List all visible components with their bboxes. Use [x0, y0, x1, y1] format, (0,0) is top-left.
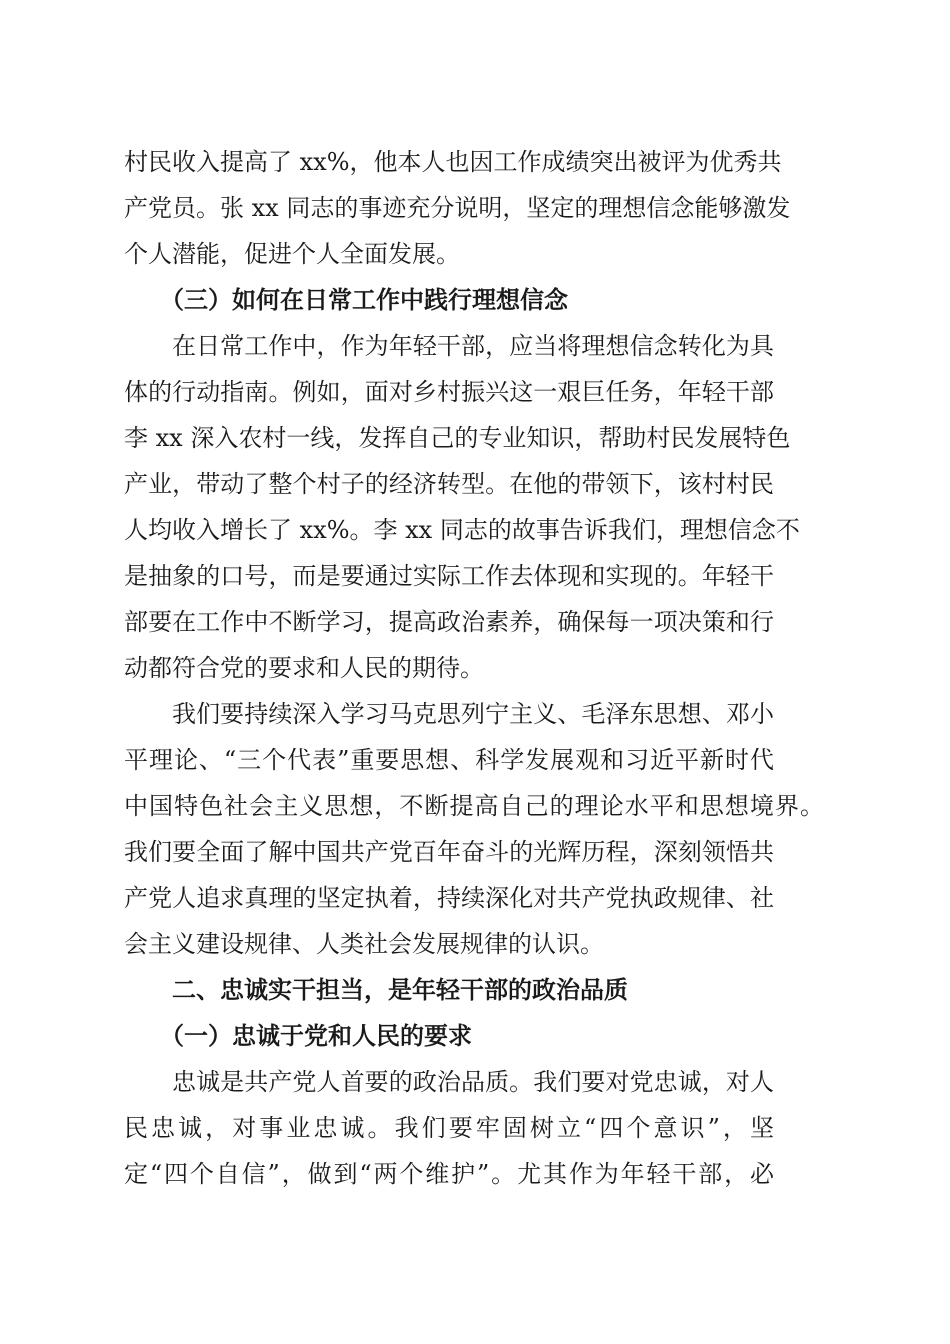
body-line: 我们要全面了解中国共产党百年奋斗的光辉历程，深刻领悟共 — [124, 838, 774, 866]
section-subheading: （一）忠诚于党和人民的要求 — [160, 1021, 472, 1050]
body-line: 民忠诚，对事业忠诚。我们要牢固树立“四个意识”，坚 — [124, 1114, 774, 1142]
body-line: 体的行动指南。例如，面对乡村振兴这一艰巨任务，年轻干部 — [124, 378, 774, 406]
body-line: 平理论、“三个代表”重要思想、科学发展观和习近平新时代 — [124, 746, 774, 774]
body-line: 是抽象的口号，而是要通过实际工作去体现和实现的。年轻干 — [124, 562, 774, 590]
body-line: 动都符合党的要求和人民的期待。 — [124, 654, 484, 682]
body-line: 产党人追求真理的坚定执着，持续深化对共产党执政规律、社 — [124, 884, 774, 912]
body-line: 我们要持续深入学习马克思列宁主义、毛泽东思想、邓小 — [172, 700, 774, 728]
section-heading: 二、忠诚实干担当，是年轻干部的政治品质 — [172, 976, 628, 1004]
body-line: 产业，带动了整个村子的经济转型。在他的带领下，该村村民 — [124, 470, 774, 498]
body-line: 在日常工作中，作为年轻干部，应当将理想信念转化为具 — [172, 332, 774, 360]
body-line: 产党员。张 xx 同志的事迹充分说明，坚定的理想信念能够激发 — [124, 194, 791, 222]
body-line: 会主义建设规律、人类社会发展规律的认识。 — [124, 930, 604, 958]
body-line: 人均收入增长了 xx%。李 xx 同志的故事告诉我们，理想信念不 — [124, 516, 800, 544]
section-subheading: （三）如何在日常工作中践行理想信念 — [160, 285, 568, 314]
body-line: 中国特色社会主义思想，不断提高自己的理论水平和思想境界。 — [124, 792, 824, 820]
body-line: 定“四个自信”，做到“两个维护”。尤其作为年轻干部，必 — [124, 1160, 774, 1188]
body-line: 部要在工作中不断学习，提高政治素养，确保每一项决策和行 — [124, 608, 774, 636]
body-line: 村民收入提高了 xx%，他本人也因工作成绩突出被评为优秀共 — [124, 148, 782, 176]
body-line: 忠诚是共产党人首要的政治品质。我们要对党忠诚，对人 — [172, 1068, 774, 1096]
body-line: 个人潜能，促进个人全面发展。 — [124, 240, 460, 268]
body-line: 李 xx 深入农村一线，发挥自己的专业知识，帮助村民发展特色 — [124, 424, 791, 452]
